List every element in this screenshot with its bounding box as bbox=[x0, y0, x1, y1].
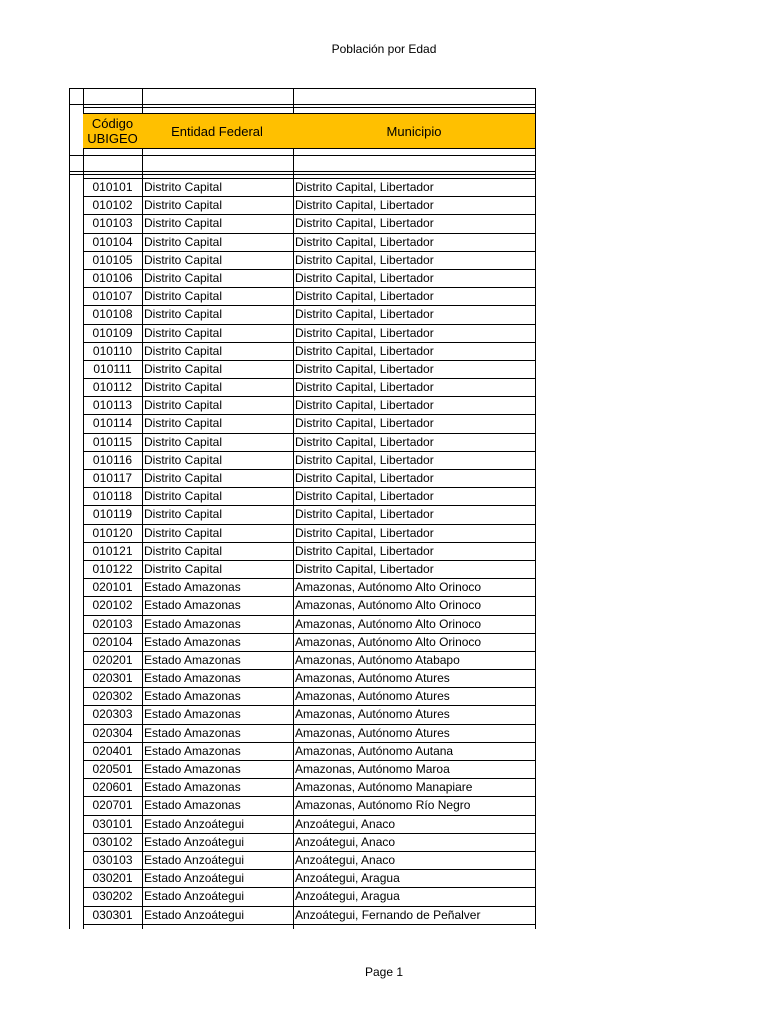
cell-code: 030202 bbox=[92, 889, 133, 904]
table-row bbox=[83, 597, 535, 615]
cell-code: 020101 bbox=[92, 580, 133, 595]
cell-municipality: Distrito Capital, Libertador bbox=[295, 507, 434, 522]
cell-entity: Estado Amazonas bbox=[144, 598, 241, 613]
table-row bbox=[83, 488, 535, 506]
cell-code: 010107 bbox=[92, 289, 133, 304]
cell-municipality: Amazonas, Autónomo Alto Orinoco bbox=[295, 580, 482, 595]
cell-municipality: Anzoátegui, Anaco bbox=[295, 852, 396, 867]
cell-municipality: Distrito Capital, Libertador bbox=[295, 198, 434, 213]
grid-line bbox=[69, 88, 536, 89]
cell-entity: Distrito Capital bbox=[144, 525, 223, 540]
table-row bbox=[83, 197, 535, 215]
data-table bbox=[69, 88, 536, 929]
cell-code: 010120 bbox=[92, 525, 133, 540]
cell-entity: Distrito Capital bbox=[144, 325, 223, 340]
cell-entity: Estado Amazonas bbox=[144, 580, 241, 595]
table-row bbox=[83, 306, 535, 324]
cell-code: 010109 bbox=[92, 325, 133, 340]
cell-entity: Estado Amazonas bbox=[144, 671, 241, 686]
table-row bbox=[83, 688, 535, 706]
cell-municipality: Anzoátegui, Fernando de Peñalver bbox=[295, 907, 481, 922]
cell-code: 030301 bbox=[92, 907, 133, 922]
cell-entity: Distrito Capital bbox=[144, 234, 223, 249]
table-row bbox=[83, 361, 535, 379]
cell-municipality: Distrito Capital, Libertador bbox=[295, 543, 434, 558]
table-row bbox=[83, 525, 535, 543]
cell-entity: Estado Anzoátegui bbox=[144, 871, 245, 886]
cell-code: 010115 bbox=[92, 434, 133, 449]
cell-entity: Distrito Capital bbox=[144, 561, 223, 576]
table-row bbox=[83, 579, 535, 597]
cell-municipality: Amazonas, Autónomo Atures bbox=[295, 725, 450, 740]
cell-municipality: Amazonas, Autónomo Alto Orinoco bbox=[295, 598, 482, 613]
cell-code: 010118 bbox=[92, 489, 133, 504]
cell-entity: Estado Amazonas bbox=[144, 743, 241, 758]
cell-entity: Distrito Capital bbox=[144, 489, 223, 504]
table-row bbox=[83, 779, 535, 797]
cell-code: 020601 bbox=[92, 780, 133, 795]
cell-code: 020102 bbox=[92, 598, 133, 613]
cell-code: 010122 bbox=[92, 561, 133, 576]
cell-entity: Distrito Capital bbox=[144, 471, 223, 485]
cell-municipality: Anzoátegui, Anaco bbox=[295, 816, 396, 831]
table-row bbox=[83, 270, 535, 288]
table-row bbox=[83, 343, 535, 361]
cell-code: 010106 bbox=[92, 270, 133, 285]
cell-entity: Distrito Capital bbox=[144, 307, 223, 322]
grid-line bbox=[69, 174, 536, 175]
table-row bbox=[83, 797, 535, 815]
cell-code: 010121 bbox=[92, 543, 133, 558]
table-row bbox=[83, 434, 535, 452]
cell-code: 010117 bbox=[92, 471, 133, 485]
cell-entity: Estado Anzoátegui bbox=[144, 852, 245, 867]
cell-municipality: Amazonas, Autónomo Alto Orinoco bbox=[295, 616, 482, 631]
cell-entity: Estado Amazonas bbox=[144, 798, 241, 813]
cell-municipality: Distrito Capital, Libertador bbox=[295, 471, 434, 485]
table-row bbox=[83, 325, 535, 343]
grid-line bbox=[69, 171, 536, 172]
cell-code: 030103 bbox=[92, 852, 133, 867]
cell-entity: Distrito Capital bbox=[144, 361, 223, 376]
table-row bbox=[83, 452, 535, 470]
table-row bbox=[83, 288, 535, 306]
cell-municipality: Distrito Capital, Libertador bbox=[295, 216, 434, 231]
cell-municipality: Distrito Capital, Libertador bbox=[295, 380, 434, 395]
cell-code: 010119 bbox=[92, 507, 133, 522]
cell-entity: Estado Anzoátegui bbox=[144, 816, 245, 831]
cell-entity: Distrito Capital bbox=[144, 380, 223, 395]
table-row bbox=[83, 179, 535, 197]
cell-code: 020301 bbox=[92, 671, 133, 686]
table-row bbox=[83, 634, 535, 652]
cell-code: 010101 bbox=[92, 180, 133, 194]
grid-line bbox=[535, 88, 536, 929]
cell-code: 010104 bbox=[92, 234, 133, 249]
header-code-line1: Código bbox=[91, 116, 134, 131]
cell-code: 010110 bbox=[92, 343, 133, 358]
cell-municipality: Distrito Capital, Libertador bbox=[295, 325, 434, 340]
cell-entity: Distrito Capital bbox=[144, 180, 223, 194]
table-row bbox=[83, 870, 535, 888]
cell-code: 030102 bbox=[92, 834, 133, 849]
cell-code: 010105 bbox=[92, 252, 133, 267]
cell-municipality: Distrito Capital, Libertador bbox=[295, 252, 434, 267]
cell-entity: Estado Amazonas bbox=[144, 762, 241, 776]
cell-municipality: Distrito Capital, Libertador bbox=[295, 234, 434, 249]
table-row bbox=[83, 834, 535, 852]
table-row bbox=[83, 215, 535, 233]
cell-code: 020103 bbox=[92, 616, 133, 631]
cell-municipality: Distrito Capital, Libertador bbox=[295, 180, 434, 194]
column-header-code bbox=[83, 114, 142, 148]
header-code-line2: UBIGEO bbox=[87, 131, 138, 146]
cell-code: 010113 bbox=[92, 398, 133, 413]
grid-line bbox=[83, 107, 536, 108]
cell-entity: Distrito Capital bbox=[144, 416, 223, 431]
cell-entity: Estado Anzoátegui bbox=[144, 907, 245, 922]
cell-municipality: Anzoátegui, Anaco bbox=[295, 834, 396, 849]
grid-line bbox=[69, 104, 536, 105]
table-row bbox=[83, 543, 535, 561]
cell-entity: Distrito Capital bbox=[144, 398, 223, 413]
table-row bbox=[83, 616, 535, 634]
cell-municipality: Amazonas, Autónomo Autana bbox=[295, 743, 454, 758]
cell-code: 010114 bbox=[92, 416, 133, 431]
table-row bbox=[83, 725, 535, 743]
cell-municipality: Distrito Capital, Libertador bbox=[295, 289, 434, 304]
cell-municipality: Amazonas, Autónomo Manapiare bbox=[295, 780, 473, 795]
table-row bbox=[83, 852, 535, 870]
cell-code: 020701 bbox=[92, 798, 133, 813]
table-row bbox=[83, 506, 535, 524]
cell-code: 020401 bbox=[92, 743, 133, 758]
cell-municipality: Anzoátegui, Aragua bbox=[295, 889, 400, 904]
grid-line bbox=[69, 88, 70, 929]
cell-entity: Estado Amazonas bbox=[144, 707, 241, 722]
cell-entity: Estado Amazonas bbox=[144, 780, 241, 795]
cell-code: 020201 bbox=[92, 652, 133, 667]
table-row bbox=[83, 743, 535, 761]
table-row bbox=[83, 888, 535, 906]
cell-entity: Distrito Capital bbox=[144, 289, 223, 304]
cell-entity: Distrito Capital bbox=[144, 198, 223, 213]
cell-code: 020104 bbox=[92, 634, 133, 649]
table-row bbox=[83, 761, 535, 779]
cell-municipality: Amazonas, Autónomo Atabapo bbox=[295, 652, 460, 667]
table-row bbox=[83, 706, 535, 724]
cell-municipality: Distrito Capital, Libertador bbox=[295, 343, 434, 358]
cell-entity: Estado Amazonas bbox=[144, 616, 241, 631]
cell-entity: Estado Amazonas bbox=[144, 652, 241, 667]
cell-municipality: Amazonas, Autónomo Atures bbox=[295, 707, 450, 722]
cell-municipality: Distrito Capital, Libertador bbox=[295, 489, 434, 504]
table-row bbox=[83, 470, 535, 488]
cell-code: 010103 bbox=[92, 216, 133, 231]
cell-code: 010112 bbox=[92, 380, 133, 395]
cell-entity: Distrito Capital bbox=[144, 507, 223, 522]
cell-code: 010111 bbox=[93, 361, 132, 376]
cell-municipality: Amazonas, Autónomo Atures bbox=[295, 671, 450, 686]
cell-municipality: Distrito Capital, Libertador bbox=[295, 361, 434, 376]
table-header bbox=[83, 113, 535, 149]
cell-municipality: Distrito Capital, Libertador bbox=[295, 398, 434, 413]
table-row bbox=[83, 561, 535, 579]
cell-code: 030101 bbox=[92, 816, 133, 831]
cell-municipality: Distrito Capital, Libertador bbox=[295, 434, 434, 449]
grid-line bbox=[69, 155, 536, 156]
table-row bbox=[83, 234, 535, 252]
cell-entity: Estado Anzoátegui bbox=[144, 834, 245, 849]
cell-code: 010116 bbox=[92, 452, 133, 467]
cell-municipality: Distrito Capital, Libertador bbox=[295, 525, 434, 540]
cell-municipality: Distrito Capital, Libertador bbox=[295, 307, 434, 322]
column-header-entity: Entidad Federal bbox=[171, 123, 263, 139]
cell-code: 020501 bbox=[92, 762, 133, 776]
table-row bbox=[83, 652, 535, 670]
table-row bbox=[83, 379, 535, 397]
cell-entity: Estado Amazonas bbox=[144, 725, 241, 740]
table-row bbox=[83, 907, 535, 925]
cell-entity: Estado Amazonas bbox=[144, 634, 241, 649]
cell-entity: Distrito Capital bbox=[144, 216, 223, 231]
cell-code: 010102 bbox=[92, 198, 133, 213]
column-header-municipality: Municipio bbox=[386, 123, 442, 139]
cell-code: 030201 bbox=[92, 871, 133, 886]
cell-code: 020304 bbox=[92, 725, 133, 740]
table-row bbox=[83, 670, 535, 688]
cell-entity: Estado Anzoátegui bbox=[144, 889, 245, 904]
cell-municipality: Amazonas, Autónomo Atures bbox=[295, 689, 450, 704]
cell-municipality: Amazonas, Autónomo Maroa bbox=[295, 762, 450, 776]
cell-municipality: Distrito Capital, Libertador bbox=[295, 452, 434, 467]
cell-entity: Estado Amazonas bbox=[144, 689, 241, 704]
table-row bbox=[83, 415, 535, 433]
cell-municipality: Distrito Capital, Libertador bbox=[295, 561, 434, 576]
page-footer: Page 1 bbox=[364, 965, 404, 979]
cell-code: 020303 bbox=[92, 707, 133, 722]
table-row bbox=[83, 252, 535, 270]
cell-entity: Distrito Capital bbox=[144, 270, 223, 285]
cell-entity: Distrito Capital bbox=[144, 252, 223, 267]
cell-municipality: Distrito Capital, Libertador bbox=[295, 416, 434, 431]
cell-code: 010108 bbox=[92, 307, 133, 322]
cell-municipality: Amazonas, Autónomo Río Negro bbox=[295, 798, 471, 813]
table-body bbox=[83, 179, 535, 925]
cell-municipality: Distrito Capital, Libertador bbox=[295, 270, 434, 285]
table-row bbox=[83, 397, 535, 415]
cell-municipality: Amazonas, Autónomo Alto Orinoco bbox=[295, 634, 482, 649]
cell-municipality: Anzoátegui, Aragua bbox=[295, 871, 400, 886]
cell-entity: Distrito Capital bbox=[144, 343, 223, 358]
cell-code: 020302 bbox=[92, 689, 133, 704]
table-row bbox=[83, 816, 535, 834]
page-title: Población por Edad bbox=[331, 42, 437, 56]
cell-entity: Distrito Capital bbox=[144, 543, 223, 558]
cell-entity: Distrito Capital bbox=[144, 434, 223, 449]
cell-entity: Distrito Capital bbox=[144, 452, 223, 467]
